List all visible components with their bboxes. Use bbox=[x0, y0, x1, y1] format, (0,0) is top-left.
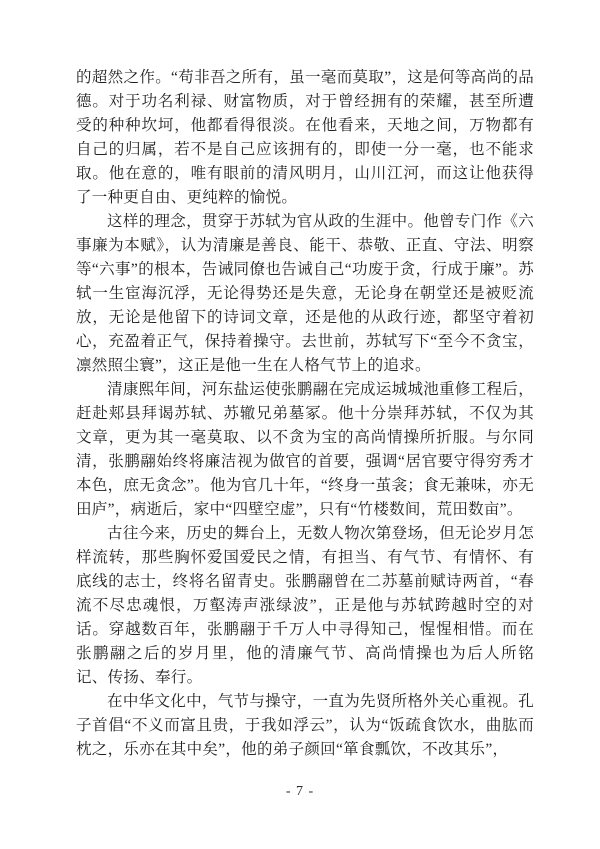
paragraph: 古往今来，历史的舞台上，无数人物次第登场，但无论岁月怎样流转，那些胸怀爱国爱民之情，有担当、有气节、有情怀、有底线的志士，终将名留青史。张鹏翮曾在二苏墓前赋诗两首，“春流不尽忠魂恨，万壑涛声涨绿波”，正是他与苏轼跨越时空的对话。穿越数百年，张鹏翮于千万人中寻得知己，惺惺相惜。而在张鹏翮之后的岁月里，他的清廉气节、高尚情操也为后人所铭记、传扬、奉行。 bbox=[76, 525, 534, 686]
paragraph-continuation: 的超然之作。“苟非吾之所有，虽一毫而莫取”，这是何等高尚的品德。对于功名利禄、财富物质，对于曾经拥有的荣耀，甚至所遭受的种种坎坷，他都看得很淡。在他看来，天地之间，万物都有自己的归属，若不是自己应该拥有的，即使一分一毫，也不能求取。他在意的，唯有眼前的清风明月，山川江河，而这让他获得了一种更自由、更纯粹的愉悦。 bbox=[76, 69, 534, 206]
page-body bbox=[76, 66, 534, 762]
paragraph: 这样的理念，贯穿于苏轼为官从政的生涯中。他曾专门作《六事廉为本赋》，认为清廉是善良、能干、恭敬、正直、守法、明察等“六事”的根本，告诫同僚也告诫自己“功废于贪，行成于廉”。苏轼一生宦海沉浮，无论得势还是失意，无论身在朝堂还是被贬流放，无论是他留下的诗词文章，还是他的从政行迹，都坚守着初心，充盈着正气，保持着操守。去世前，苏轼写下“至今不贪宝，凛然照尘寰”，这正是他一生在人格气节上的追求。 bbox=[76, 213, 534, 374]
paragraph: 在中华文化中，气节与操守，一直为先贤所格外关心重视。孔子首倡“不义而富且贵，于我如浮云”，认为“饭疏食饮水，曲肱而枕之，乐亦在其中矣”，他的弟子颜回“箪食瓢饮，不改其乐”， bbox=[76, 693, 534, 758]
page-number: - 7 - bbox=[285, 784, 315, 799]
paragraph: 清康熙年间，河东盐运使张鹏翮在完成运城城池重修工程后，赶赴郏县拜谒苏轼、苏辙兄弟墓冢。他十分崇拜苏轼，不仅为其文章，更为其一毫莫取、以不贪为宝的高尚情操所折服。与尔同清，张鹏翮始终将廉洁视为做官的首要，强调“居官要守得穷秀才本色，庶无贪念”。他为官几十年，“终身一茧衾；食无兼味，亦无田庐”，病逝后，家中“四壁空虚”，只有“竹楼数间，荒田数亩”。 bbox=[76, 381, 534, 518]
